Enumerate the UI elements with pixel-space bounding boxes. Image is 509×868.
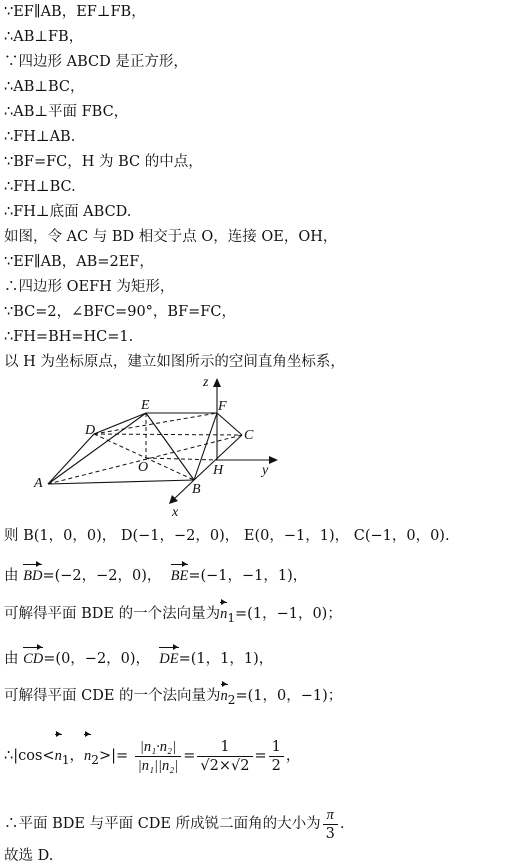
label-B: B (192, 482, 201, 497)
equals-sign: = (183, 748, 196, 764)
cos-close: >|= (98, 748, 129, 764)
step-line: ∵BF=FC，H 为 BC 的中点， (4, 154, 203, 170)
vectors-line-1 (4, 566, 307, 586)
cos-n1: n (55, 736, 62, 776)
edge-BE (146, 413, 194, 480)
n1-subscript: 1 (227, 610, 236, 625)
label-D: D (85, 423, 96, 438)
step-line: 如图，令 AC 与 BD 相交于点 O，连接 OE，OH， (4, 229, 338, 245)
step-line: ∴AB⊥FB， (4, 29, 84, 45)
normal1-value: =(1，−1，0)； (235, 606, 342, 622)
edge-AB (48, 480, 194, 484)
step-line: ∴FH⊥BC. (4, 179, 76, 195)
fraction-numerator: 1 (197, 738, 252, 757)
step-line: ∴FH⊥底面 ABCD. (4, 204, 132, 220)
normal1-line (4, 604, 342, 628)
label-E: E (141, 398, 150, 413)
geometry-diagram (28, 372, 288, 520)
conclusion-line (4, 804, 344, 844)
edge-DE (94, 413, 146, 434)
fraction-denominator: 2 (271, 757, 281, 774)
DF-dashed (94, 413, 217, 434)
step-line: ∴FH⊥AB. (4, 129, 76, 145)
fraction-numerator: π (323, 806, 338, 825)
conclusion-text: ∴平面 BDE 与平面 CDE 所成锐二面角的大小为 (4, 816, 321, 832)
step-line: ∴FH=BH=HC=1. (4, 329, 134, 345)
step-line: ∵EF∥AB，EF⊥FB， (4, 4, 146, 20)
vec-prefix: 由 (4, 651, 24, 667)
z-arrow (213, 378, 221, 387)
vector-CD: CD (23, 651, 44, 667)
OH-dashed (146, 458, 217, 460)
normal-vector-n1: n (220, 606, 228, 622)
step-line: ∴AB⊥BC， (4, 79, 85, 95)
step-line: ∵四边形 ABCD 是正方形， (4, 54, 188, 70)
y-arrow (269, 456, 278, 464)
x-axis (173, 480, 194, 500)
vector-CD-value: =(0，−2，0)， (43, 651, 151, 667)
vector-BD: BD (23, 568, 43, 584)
fraction-denominator: √2×√2 (200, 757, 250, 774)
vector-DE: DE (159, 651, 179, 667)
vector-BE: BE (170, 568, 189, 584)
fraction-numerator: 1 (269, 738, 284, 757)
fraction-numerator: |n₁·n₂| (135, 738, 182, 757)
edge-AD (48, 434, 94, 484)
conclusion-end: . (339, 816, 345, 832)
edge-FC (217, 413, 242, 435)
fraction-one-over-root (197, 738, 252, 775)
label-H: H (213, 463, 224, 478)
normal2-line (4, 686, 342, 710)
cosine-formula (4, 736, 300, 780)
fraction-denominator: 3 (325, 825, 335, 842)
geometry-figure (28, 372, 288, 524)
normal1-text: 可解得平面 BDE 的一个法向量为 (4, 606, 221, 622)
cos-n1-subscript: 1 (61, 752, 70, 767)
fraction-one-half (269, 738, 284, 775)
cos-n2: n (84, 736, 91, 776)
normal2-value: =(1，0，−1)； (235, 688, 343, 704)
label-z: z (203, 375, 209, 390)
cos-comma: ， (69, 748, 84, 764)
normal2-text: 可解得平面 CDE 的一个法向量为 (4, 688, 221, 704)
cos-end: ， (285, 748, 301, 764)
vector-BD-value: =(−2，−2，0)， (42, 568, 162, 584)
step-line: ∴AB⊥平面 FBC， (4, 104, 129, 120)
coordinates-line: 则 B(1，0，0)， D(−1，−2，0)， E(0，−1，1)， C(−1，0，0). (4, 528, 450, 544)
label-C: C (244, 428, 254, 443)
label-F: F (218, 399, 227, 414)
step-line: ∵BC=2，∠BFC=90°，BF=FC， (4, 304, 236, 320)
cos-prefix: ∴|cos< (4, 748, 55, 764)
vectors-line-2 (4, 649, 273, 669)
step-line: ∵EF∥AB，AB=2EF， (4, 254, 154, 270)
vec-prefix: 由 (4, 568, 24, 584)
label-x: x (172, 505, 179, 520)
fraction-pi-over-3 (323, 806, 338, 843)
label-A: A (34, 476, 43, 491)
step-line: ∴四边形 OEFH 为矩形， (4, 279, 175, 295)
step-line: 以 H 为坐标原点，建立如图所示的空间直角坐标系， (4, 354, 345, 370)
vector-DE-value: =(1，1，1)， (178, 651, 274, 667)
fraction-vector-product (135, 738, 182, 775)
equals-sign: = (254, 748, 267, 764)
cos-n2-subscript: 2 (91, 752, 99, 767)
n2-subscript: 2 (227, 692, 236, 707)
vector-BE-value: =(−1，−1，1)， (188, 568, 308, 584)
final-answer: 故选 D. (4, 848, 54, 864)
label-y: y (262, 463, 269, 478)
label-O: O (138, 460, 149, 475)
edge-AE (48, 413, 149, 484)
fraction-denominator: |n₁||n₂| (137, 757, 179, 774)
normal-vector-n2: n (220, 688, 228, 704)
